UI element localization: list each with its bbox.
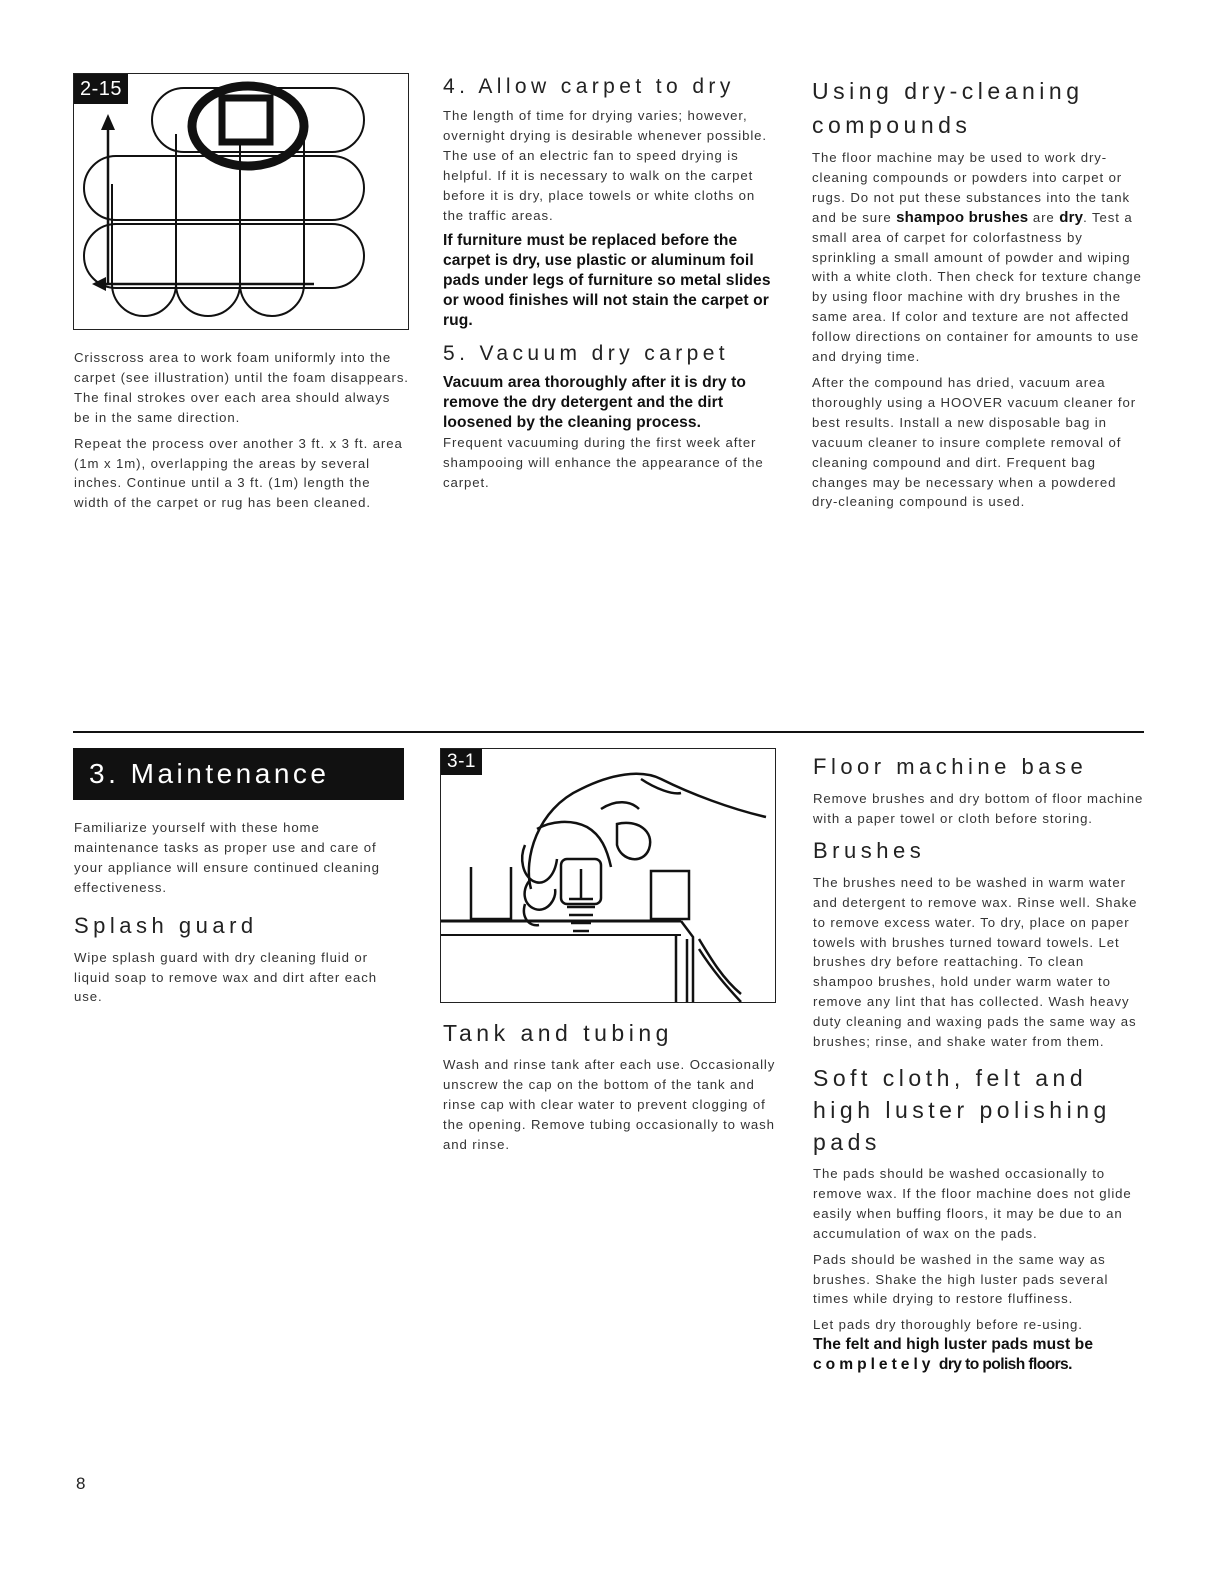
- dry-cleaning-paragraph-1: [812, 148, 1144, 367]
- maintenance-right-column: [813, 751, 1148, 1375]
- tank-tubing-body: Wash and rinse tank after each use. Occasionally unscrew the cap on the bottom of the tank and rinse cap with clear water to prevent clogging of the opening. Remove tubing occasionally to wash and rinse.: [443, 1057, 776, 1152]
- section-divider: [73, 731, 1144, 733]
- steps-column: [443, 74, 778, 498]
- dry-cleaning-paragraph-2: After the compound has dried, vacuum area thoroughly using a HOOVER vacuum cleaner for best results. Install a new disposable bag in vacuum cleaner to insure complete removal of cleaning compound and dirt. Frequent bag changes may be necessary when a powdered dry-cleaning compound is used.: [812, 374, 1137, 510]
- text-run: are: [1028, 209, 1060, 225]
- floor-machine-base-heading: Floor machine base: [813, 754, 1088, 779]
- brushes-body: The brushes need to be washed in warm water and detergent to remove wax. Rinse well. Shake to remove excess water. To dry, place on paper towels with brushes turned toward towels. Let brushes dry before reattaching. To clean shampoo brushes, hold under warm water to remove any lint that has collected. Wash heavy duty cleaning and waxing pads the same way as brushes; rinse, and shake water from them.: [813, 874, 1138, 1050]
- maintenance-left-column: [74, 818, 406, 1013]
- pads-paragraph-2: Pads should be washed in the same way as brushes. Shake the high luster pads several times while drying to restore fluffiness.: [813, 1251, 1109, 1307]
- unscrew-tank-cap-illustration: [441, 749, 775, 1002]
- pads-paragraph-1: The pads should be washed occasionally to remove wax. If the floor machine does not glide easily when buffing floors, it may be due to an accumulation of wax on the pads.: [813, 1165, 1132, 1241]
- maintenance-intro: Familiarize yourself with these home maintenance tasks as proper use and care of your appliance will ensure continued cleaning effectiveness.: [74, 820, 380, 895]
- maintenance-banner: 3. Maintenance: [73, 748, 404, 800]
- floor-machine-base-body: Remove brushes and dry bottom of floor machine with a paper towel or cloth before storing.: [813, 791, 1144, 826]
- figure-2-15: [73, 73, 409, 330]
- text-run: . Test a small area of carpet for colorfastness by sprinkling a small amount of powder and wiping with a white cloth. Then check for texture change by using floor machine with dry brushes in the same area. If color and texture are not affected follow directions on container for amounts to use and drying time.: [812, 209, 1142, 365]
- step-4-warning: If furniture must be replaced before the carpet is dry, use plastic or aluminum foil pads under legs of furniture so metal slides or wood finishes will not stain the carpet or rug.: [443, 232, 771, 330]
- warning-line-1: The felt and high luster pads must be: [813, 1336, 1094, 1354]
- splash-guard-heading: Splash guard: [74, 912, 258, 938]
- pads-heading: Soft cloth, felt and high luster polishing pads: [813, 1064, 1111, 1155]
- warning-line-2: dry to polish floors.: [938, 1356, 1072, 1374]
- figure-2-15-caption: [74, 348, 410, 519]
- dry-cleaning-heading: Using dry-cleaning compounds: [812, 78, 1084, 138]
- crisscross-pattern-illustration: [74, 74, 408, 329]
- figure-label: 3-1: [441, 749, 482, 775]
- text-run: The floor machine may be used to work dry-cleaning compounds or powders into carpet or rugs. Do not put these substances into the tank and be sure: [812, 150, 1130, 225]
- step-5-heading: 5. Vacuum dry carpet: [443, 341, 730, 365]
- pads-paragraph-3: Let pads dry thoroughly before re-using.: [813, 1317, 1083, 1333]
- step-4-body: The length of time for drying varies; however, overnight drying is desirable whenever possible. The use of an electric fan to speed drying is helpful. If it is necessary to walk on the carpet before it is dry, place towels or white cloths on the traffic areas.: [443, 108, 767, 223]
- brushes-heading: Brushes: [813, 837, 926, 863]
- step-5-bold: Vacuum area thoroughly after it is dry to remove the dry detergent and the dirt loosened by the cleaning process.: [443, 373, 747, 431]
- warning-completely: completely: [813, 1356, 935, 1374]
- pads-warning: [813, 1335, 1148, 1375]
- dry-cleaning-column: [812, 74, 1144, 518]
- shampoo-brushes-emphasis: shampoo brushes: [896, 208, 1029, 226]
- dry-emphasis: dry: [1059, 208, 1084, 226]
- figure-3-1: [440, 748, 776, 1003]
- step-4-heading: 4. Allow carpet to dry: [443, 75, 735, 98]
- splash-guard-body: Wipe splash guard with dry cleaning fluid or liquid soap to remove wax and dirt after each use.: [74, 949, 377, 1005]
- tank-tubing-heading: Tank and tubing: [443, 1020, 673, 1046]
- page-number: 8: [76, 1474, 86, 1493]
- step-5-body: Frequent vacuuming during the first week after shampooing will enhance the appearance of the carpet.: [443, 434, 764, 490]
- caption-paragraph: Crisscross area to work foam uniformly into the carpet (see illustration) until the foam disappears. The final strokes over each area should always be in the same direction.: [74, 350, 409, 425]
- figure-label: 2-15: [74, 74, 128, 104]
- tank-tubing-column: [443, 1017, 778, 1161]
- caption-paragraph: Repeat the process over another 3 ft. x 3 ft. area (1m x 1m), overlapping the areas by several inches. Continue until a 3 ft. (1m) length the width of the carpet or rug has been cleaned.: [74, 435, 403, 511]
